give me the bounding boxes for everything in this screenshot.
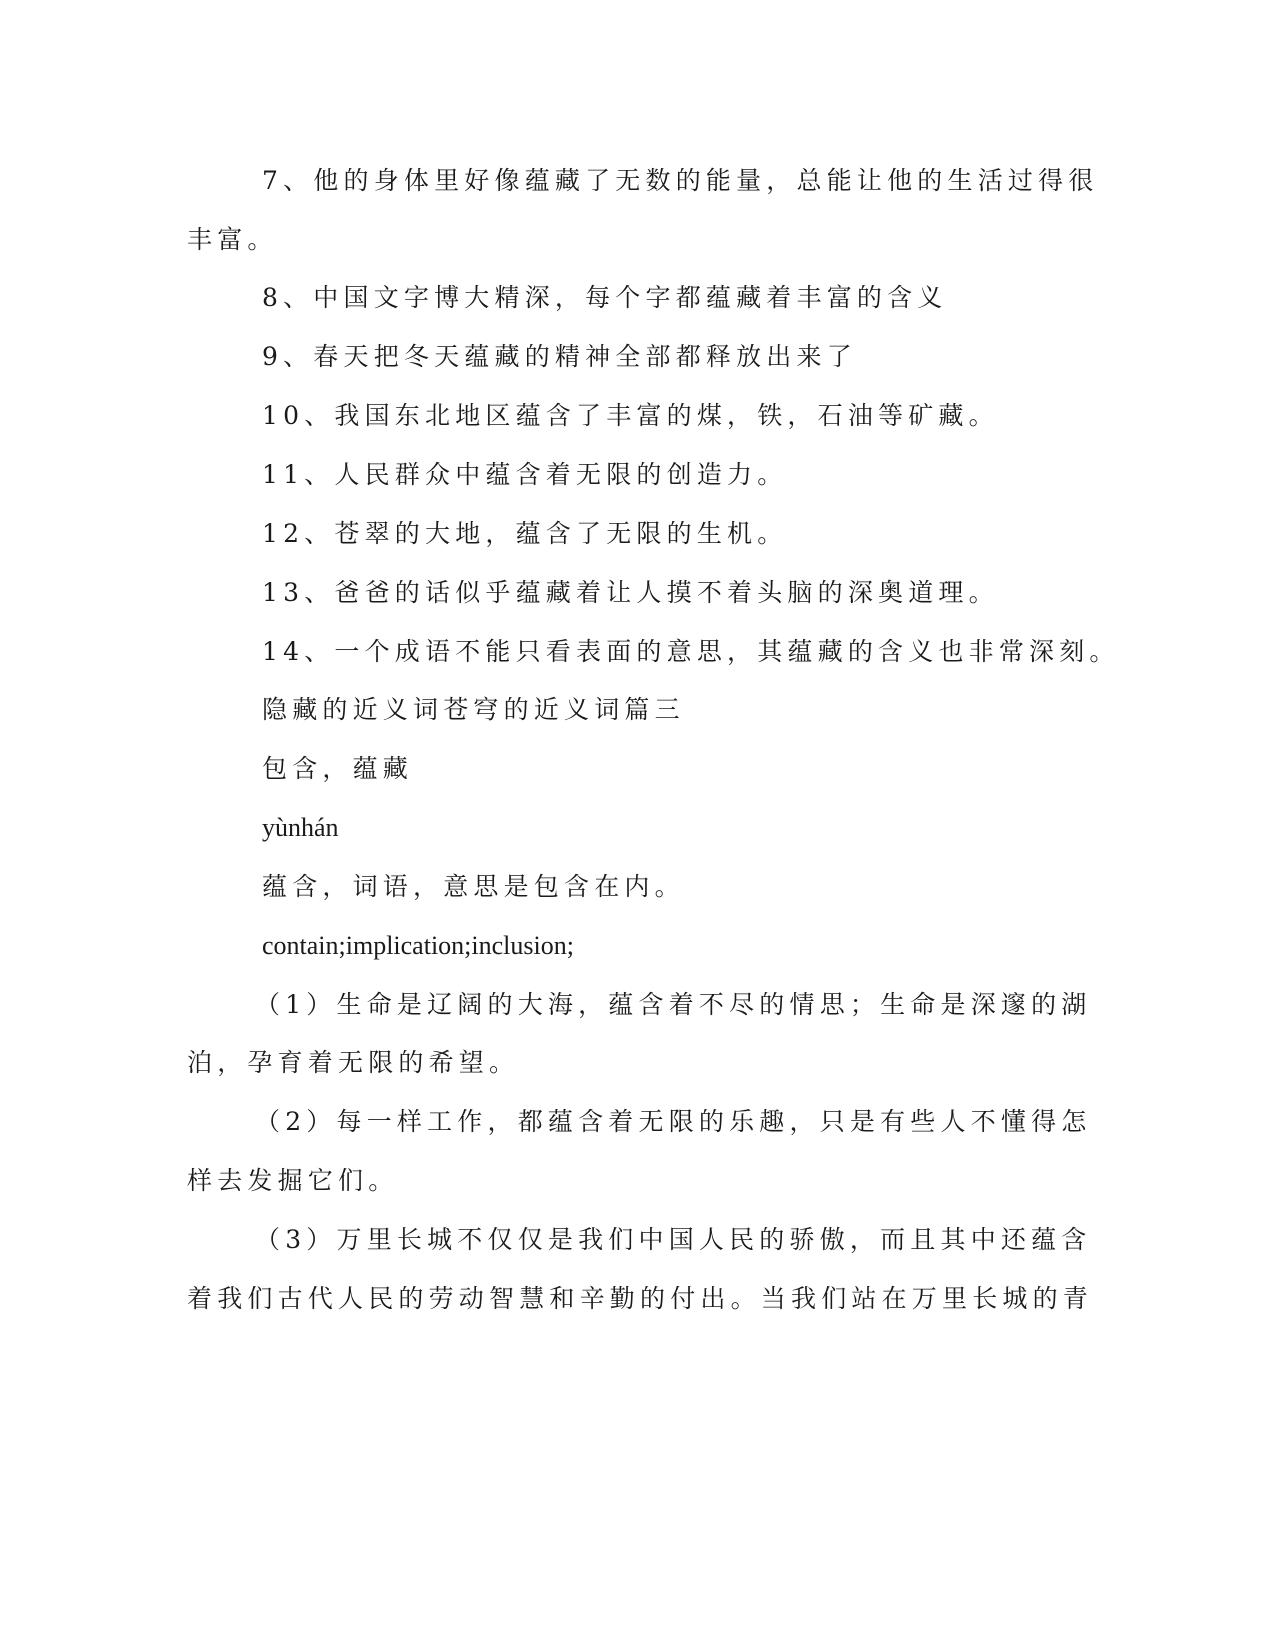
text-line: 丰富。 <box>187 225 278 254</box>
english-line: contain;implication;inclusion; <box>262 931 574 960</box>
text-line: 11、人民群众中蕴含着无限的创造力。 <box>262 460 788 489</box>
text-line: 蕴含，词语，意思是包含在内。 <box>262 872 685 901</box>
text-line: （3）万里长城不仅仅是我们中国人民的骄傲，而且其中还蕴含 <box>255 1225 1092 1254</box>
text-line: 10、我国东北地区蕴含了丰富的煤，铁，石油等矿藏。 <box>262 401 999 430</box>
pinyin-line: yùnhán <box>262 813 339 842</box>
text-line: 包含，蕴藏 <box>262 754 414 783</box>
text-line: 14、一个成语不能只看表面的意思，其蕴藏的含义也非常深刻。 <box>262 637 1120 666</box>
text-line: （1）生命是辽阔的大海，蕴含着不尽的情思；生命是深邃的湖 <box>255 990 1092 1019</box>
text-line: 样去发掘它们。 <box>187 1166 399 1195</box>
text-line: 9、春天把冬天蕴藏的精神全部都释放出来了 <box>262 342 857 371</box>
text-line: （2）每一样工作，都蕴含着无限的乐趣，只是有些人不懂得怎 <box>255 1107 1092 1136</box>
text-line: 着我们古代人民的劳动智慧和辛勤的付出。当我们站在万里长城的青 <box>187 1284 1094 1313</box>
text-line: 8、中国文字博大精深，每个字都蕴藏着丰富的含义 <box>262 283 948 312</box>
text-line: 7、他的身体里好像蕴藏了无数的能量，总能让他的生活过得很 <box>262 166 1099 195</box>
section-heading: 隐藏的近义词苍穹的近义词篇三 <box>262 695 685 724</box>
text-line: 泊，孕育着无限的希望。 <box>187 1048 520 1077</box>
text-line: 13、爸爸的话似乎蕴藏着让人摸不着头脑的深奥道理。 <box>262 578 999 607</box>
text-line: 12、苍翠的大地，蕴含了无限的生机。 <box>262 519 788 548</box>
